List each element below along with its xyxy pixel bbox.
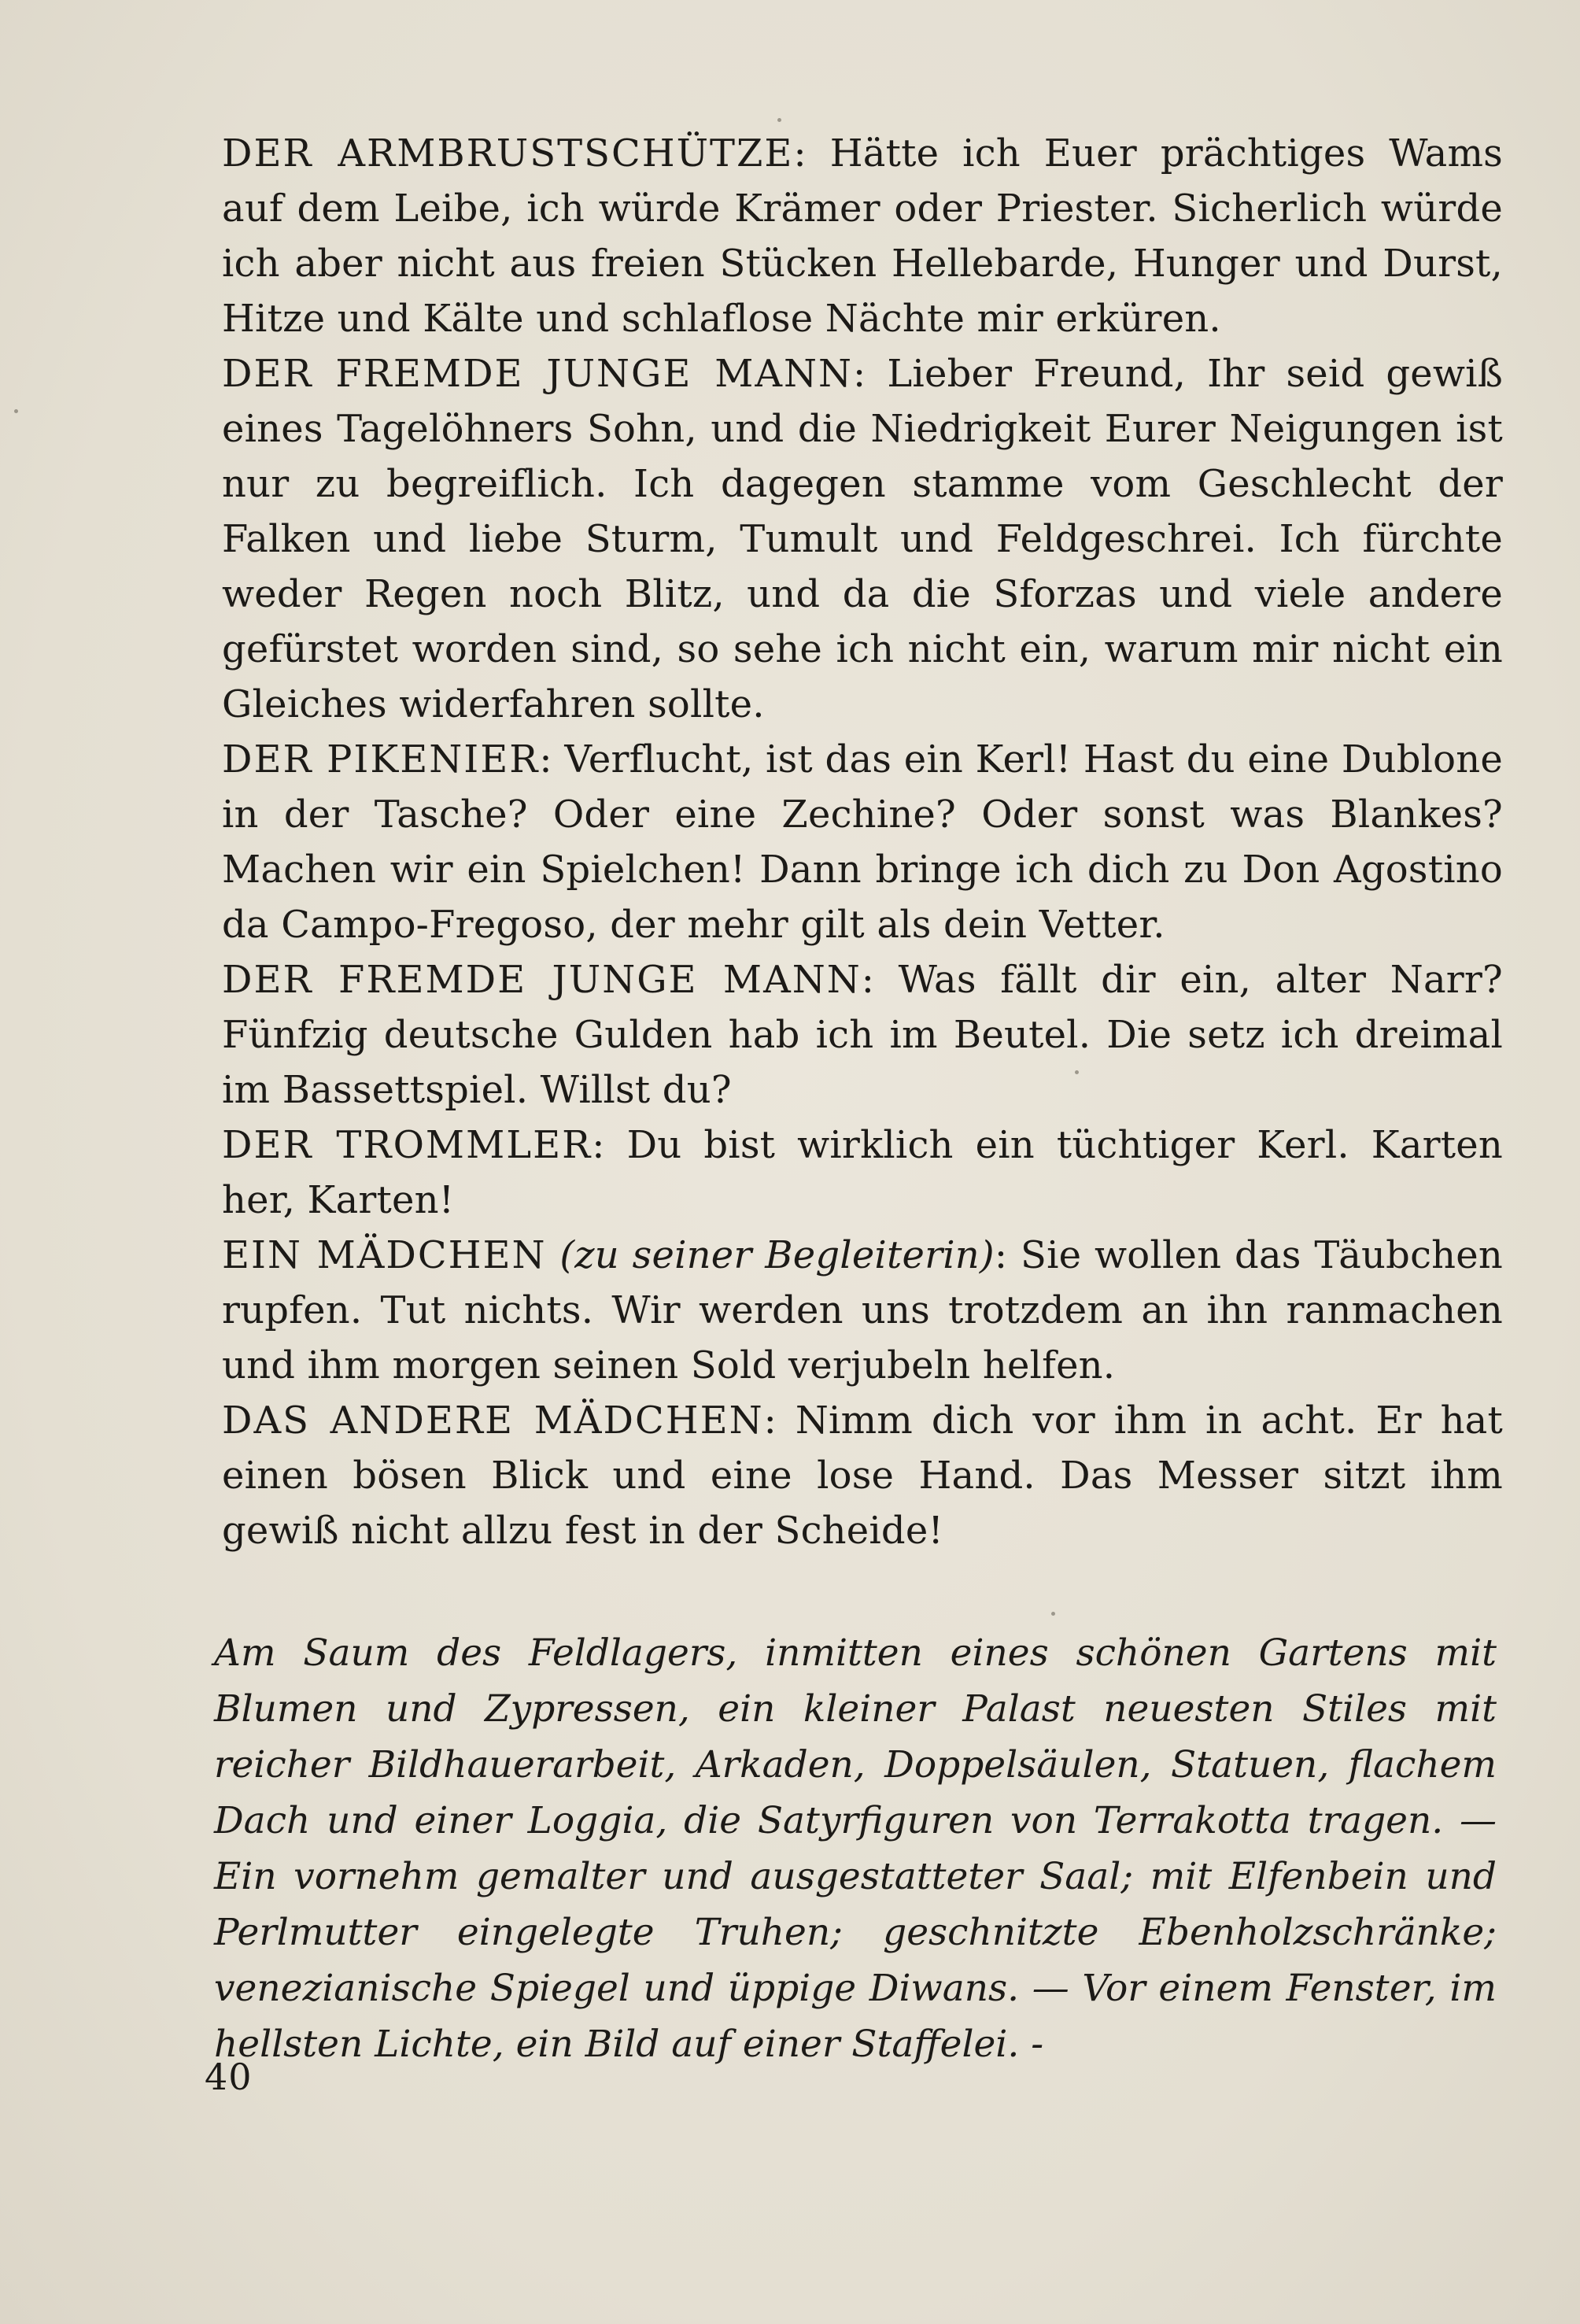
- dialogue-paragraph: DAS ANDERE MÄDCHEN: Nimm dich vor ihm in acht. Er hat einen bösen Blick und eine lose Hand. Das Messer sitzt ihm gewiß nicht allzu fest in der Scheide!: [222, 1398, 1503, 1553]
- dialogue-paragraph: DER FREMDE JUNGE MANN: Was fällt dir ein, alter Narr? Fünfzig deutsche Gulden hab ich im Beutel. Die setz ich dreimal im Bassettspiel. Willst du?: [222, 958, 1503, 1112]
- paper-speck: [14, 409, 18, 413]
- dialogue-paragraph: DER ARMBRUSTSCHÜTZE: Hätte ich Euer prächtiges Wams auf dem Leibe, ich würde Krämer oder Priester. Sicherlich würde ich aber nicht aus freien Stücken Hellebarde, Hunger und Durst, Hitze und Kälte und schlaflose Nächte mir erküren.: [222, 131, 1503, 341]
- speaker-name: DER PIKENIER: [222, 737, 540, 781]
- speaker-name: DAS ANDERE MÄDCHEN: [222, 1398, 764, 1443]
- dialogue-text: Hätte ich Euer prächtiges Wams auf dem Leibe, ich würde Krämer oder Priester. Sicherlich würde ich aber nicht aus freien Stücken Hellebarde, Hunger und Durst, Hitze und Kälte und schlaflose Nächte mir erküren.: [222, 131, 1503, 341]
- dialogue-paragraph: DER PIKENIER: Verflucht, ist das ein Kerl! Hast du eine Dublone in der Tasche? Oder eine Zechine? Oder sonst was Blankes? Machen wir ein Spielchen! Dann bringe ich dich zu Don Agostino da Campo-Fregoso, der mehr gilt als dein Vetter.: [222, 737, 1503, 947]
- dialogue-text: Was fällt dir ein, alter Narr? Fünfzig deutsche Gulden hab ich im Beutel. Die setz ich dreimal im Bassettspiel. Willst du?: [222, 958, 1503, 1112]
- paper-speck: [777, 118, 781, 122]
- dialogue-paragraph: DER TROMMLER: Du bist wirklich ein tüchtiger Kerl. Karten her, Karten!: [222, 1123, 1504, 1222]
- dialogue-text: Nimm dich vor ihm in acht. Er hat einen bösen Blick und eine lose Hand. Das Messer sitzt ihm gewiß nicht allzu fest in der Scheide!: [222, 1398, 1503, 1553]
- speaker-name: DER FREMDE JUNGE MANN: [222, 352, 854, 396]
- dialogue-block: [222, 126, 1503, 1558]
- dialogue-paragraph: DER FREMDE JUNGE MANN: Lieber Freund, Ihr seid gewiß eines Tagelöhners Sohn, und die Niedrigkeit Eurer Neigungen ist nur zu begreiflich. Ich dagegen stamme vom Geschlecht der Falken und liebe Sturm, Tumult und Feldgeschrei. Ich fürchte weder Regen noch Blitz, und da die Sforzas und viele andere gefürstet worden sind, so sehe ich nicht ein, warum mir nicht ein Gleiches widerfahren sollte.: [222, 352, 1503, 726]
- speaker-name: EIN MÄDCHEN: [222, 1233, 547, 1277]
- stage-direction-paragraph: Am Saum des Feldlagers, inmitten eines schönen Gartens mit Blumen und Zypressen, ein kleiner Palast neuesten Stiles mit reicher Bildhauerarbeit, Arkaden, Doppelsäulen, Statuen, flachem Dach und einer Loggia, die Satyrfiguren von Terrakotta tragen. — Ein vornehm gemalter und ausgestatteter Saal; mit Elfenbein und Perlmutter eingelegte Truhen; geschnitzte Ebenholzschränke; venezianische Spiegel und üppige Diwans. — Vor einem Fenster, im hellsten Lichte, ein Bild auf einer Staffelei. -: [214, 1631, 1497, 2066]
- inline-stage-direction: (zu seiner Begleiterin): [559, 1233, 995, 1277]
- dialogue-paragraph: EIN MÄDCHEN (zu seiner Begleiterin): Sie wollen das Täubchen rupfen. Tut nichts. Wir werden uns trotzdem an ihn ranmachen und ihm morgen seinen Sold verjubeln helfen.: [222, 1233, 1503, 1387]
- dialogue-text: Lieber Freund, Ihr seid gewiß eines Tagelöhners Sohn, und die Niedrigkeit Eurer Neigungen ist nur zu begreiflich. Ich dagegen stamme vom Geschlecht der Falken und liebe Sturm, Tumult und Feldgeschrei. Ich fürchte weder Regen noch Blitz, und da die Sforzas und viele andere gefürstet worden sind, so sehe ich nicht ein, warum mir nicht ein Gleiches widerfahren sollte.: [222, 352, 1503, 726]
- speaker-name: DER ARMBRUSTSCHÜTZE: [222, 131, 794, 176]
- dialogue-text: Du bist wirklich ein tüchtiger Kerl. Karten her, Karten!: [222, 1123, 1504, 1222]
- dialogue-text: Verflucht, ist das ein Kerl! Hast du eine Dublone in der Tasche? Oder eine Zechine? Oder sonst was Blankes? Machen wir ein Spielchen! Dann bringe ich dich zu Don Agostino da Campo-Fregoso, der mehr gilt als dein Vetter.: [222, 737, 1503, 947]
- dialogue-text: Sie wollen das Täubchen rupfen. Tut nichts. Wir werden uns trotzdem an ihn ranmachen und ihm morgen seinen Sold verjubeln helfen.: [222, 1233, 1503, 1387]
- speaker-name: DER FREMDE JUNGE MANN: [222, 958, 862, 1002]
- page-number: 40: [205, 2056, 253, 2098]
- paper-speck: [1051, 1612, 1055, 1616]
- speaker-name: DER TROMMLER: [222, 1123, 592, 1167]
